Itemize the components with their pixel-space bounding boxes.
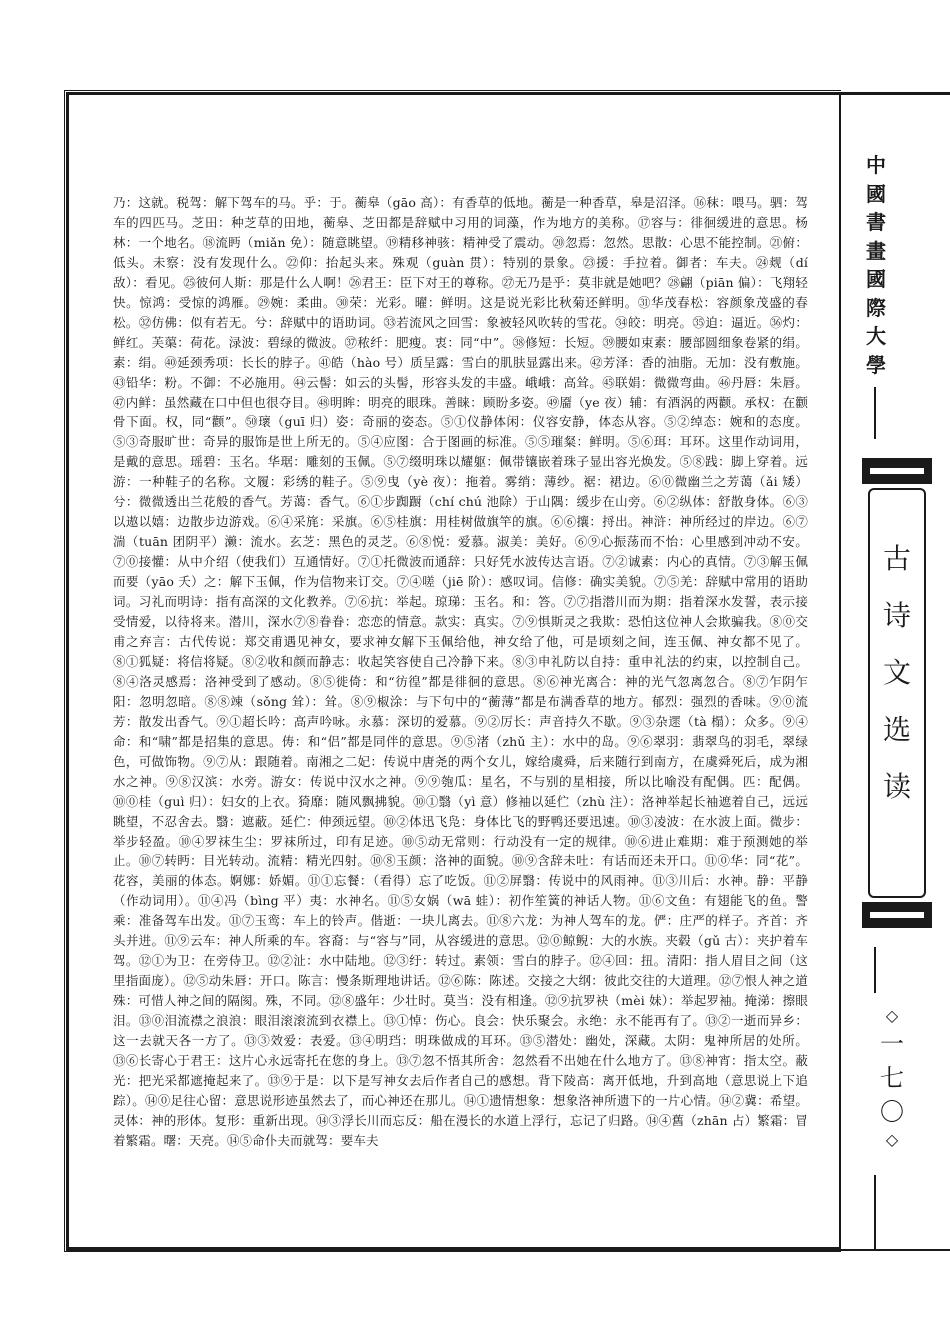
university-char: 學 xyxy=(866,352,886,377)
margin-rule-bottom xyxy=(874,1175,876,1249)
margin-rule-upper xyxy=(874,387,876,439)
book-title-panel xyxy=(862,458,932,928)
university-char: 書 xyxy=(866,210,886,234)
page-number-char: 一 xyxy=(880,1030,904,1058)
annotation-body-text: 乃：这就。税驾：解下驾车的马。乎：于。蘅皋（gāo 高）：有香草的低地。蘅是一种香草，皋是沼泽。⑯秣：喂马。驷：驾车的四匹马。芝田：种芝草的田地，蘅皋、芝田都是辞赋中习用的词藻，作为地方的美称。⑰容与：徘徊缓进的意思。杨林：一个地名。⑱流眄（miǎn 免）：随意眺望。⑲精移神骇：精神受了震动。⑳忽焉：忽然。思散：心思不能控制。㉑俯：低头。未察：没有发现什么。㉒仰：抬起头来。殊观（guàn 贯）：特别的景象。㉓援：手拉着。御者：车夫。㉔觌（dí 敌）：看见。㉕彼何人斯：那是什么人啊！㉖君王：臣下对王的尊称。㉗无乃是乎：莫非就是她吧？㉘翩（piān 偏）：飞翔轻快。惊鸿：受惊的鸿雁。㉙婉：柔曲。㉚荣：光彩。曜：鲜明。这是说光彩比秋菊还鲜明。㉛华茂春松：容颜象茂盛的春松。㉜仿佛：似有若无。兮：辞赋中的语助词。㉝若流风之回雪：象被轻风吹转的雪花。㉞皎：明亮。㉟迫：逼近。㊱灼：鲜红。芙蕖：荷花。渌波：碧绿的微波。㊲秾纤：肥瘦。衷：同“中”。㊳修短：长短。㊴腰如束素：腰部圆细象卷紧的绢。素：绢。㊵延颈秀项：长长的脖子。㊶皓（hào 号）质呈露：雪白的肌肤显露出来。㊷芳泽：香的油脂。无加：没有敷施。㊸铅华：粉。不御：不必施用。㊹云髻：如云的头髻，形容头发的丰盛。峨峨：高耸。㊺联娟：微微弯曲。㊻丹唇：朱唇。㊼内鲜：虽然藏在口中但也很夺目。㊽明眸：明亮的眼珠。善睐：顾盼多姿。㊾靥（ye 夜）辅：有酒涡的两颧。承权：在颧骨下面。权，同“颧”。㊿瓌（guī 归）姿：奇丽的姿态。⑤①仪静体闲：仪容安静，体态从容。⑤②绰态：婉和的态度。⑤③奇服旷世：奇异的服饰是世上所无的。⑤④应图：合于图画的标准。⑤⑤璀粲：鲜明。⑤⑥珥：耳环。这里作动词用，是戴的意思。瑶碧：玉名。华琚：雕刻的玉佩。⑤⑦缀明珠以耀躯：佩带镶嵌着珠子显出容光焕发。⑤⑧践：脚上穿着。远游：一种鞋子的名称。文履：彩绣的鞋子。⑤⑨曳（yè 夜）：拖着。雾绡：薄纱。裾：裙边。⑥⓪微幽兰之芳蔼（ǎi 矮）兮：微微透出兰花般的香气。芳蔼：香气。⑥①步踟蹰（chí chú 池除）于山隅：缓步在山旁。⑥②纵体：舒散身体。⑥③以遨以嬉：边散步边游戏。⑥④采旄：采旗。⑥⑤桂旗：用桂树做旗竿的旗。⑥⑥攘：捋出。神浒：神所经过的岸边。⑥⑦湍（tuān 团阴平）濑：流水。玄芝：黑色的灵芝。⑥⑧悦：爱慕。淑美：美好。⑥⑨心振荡而不怡：心里感到冲动不安。⑦⓪接懽：从中介绍（使我们）互通情好。⑦①托微波而通辞：只好凭水波传达言语。⑦②诚素：内心的真情。⑦③解玉佩而要（yāo 夭）之：解下玉佩，作为信物来订交。⑦④嗟（jiē 阶）：感叹词。信修：确实美貌。⑦⑤羌：辞赋中常用的语助词。习礼而明诗：指有高深的文化教养。⑦⑥抗：举起。琼珶：玉名。和：答。⑦⑦指潜川而为期：指着深水发誓，表示接受情爱，以待将来。潜川，深水⑦⑧眷眷：恋恋的情意。款实：真实。⑦⑨惧斯灵之我欺：恐怕这位神人会欺骗我。⑧⓪交甫之弃言：古代传说：郑交甫遇见神女，要求神女解下玉佩给他，神女给了他，可是顷刻之间，连玉佩、神女都不见了。⑧①狐疑：将信将疑。⑧②收和颜而静志：收起笑容使自己冷静下来。⑧③申礼防以自持：重申礼法的约束，以控制自己。⑧④洛灵感焉：洛神受到了感动。⑧⑤徙倚：和“彷徨”都是徘徊的意思。⑧⑥神光离合：神的光气忽离忽合。⑧⑦乍阴乍阳：忽明忽暗。⑧⑧竦（sǒng 耸）：耸。⑧⑨椒涂：与下句中的“蘅薄”都是布满香草的地方。郁烈：强烈的香味。⑨⓪流芳：散发出香气。⑨①超长吟：高声吟咏。永慕：深切的爱慕。⑨②厉长：声音持久不歇。⑨③杂遝（tà 榻）：众多。⑨④命：和“啸”都是招集的意思。俦：和“侣”都是同伴的意思。⑨⑤渚（zhǔ 主）：水中的岛。⑨⑥翠羽：翡翠鸟的羽毛，翠绿色，可做饰物。⑨⑦从：跟随着。南湘之二妃：传说中唐尧的两个女儿，嫁给虞舜，后来随行到南方，在虞舜死后，成为湘水之神。⑨⑧汉滨：水旁。游女：传说中汉水之神。⑨⑨匏瓜：星名，不与别的星相接，所以比喻没有配偶。匹：配偶。⑩⓪桂（guì 归）：妇女的上衣。猗靡：随风飘拂貌。⑩①翳（yì 意）修袖以延伫（zhù 注）：洛神举起长袖遮着自己，远远眺望，不忍舍去。翳：遮蔽。延伫：伸颈远望。⑩②体迅飞凫：身体比飞的野鸭还要迅速。⑩③凌波：在水波上面。微步：举步轻盈。⑩④罗袜生尘：罗袜所过，印有足迹。⑩⑤动无常则：行动没有一定的规律。⑩⑥进止难期：难于预测她的举止。⑩⑦转眄：目光转动。流精：精光四射。⑩⑧玉颜：洛神的面貌。⑩⑨含辞未吐：有话而还未开口。⑪⓪华：同“花”。花容，美丽的体态。婀娜：娇媚。⑪①忘餐：（看得）忘了吃饭。⑪②屏翳：传说中的风雨神。⑪③川后：水神。静：平静（作动词用）。⑪④冯（bìng 平）夷：水神名。⑪⑤女娲（wā 蛙）：初作笙簧的神话人物。⑪⑥文鱼：有翅能飞的鱼。警乘：准备驾车出发。⑪⑦玉鸾：车上的铃声。偕逝：一块儿离去。⑪⑧六龙：为神人驾车的龙。俨：庄严的样子。齐首：齐头并进。⑪⑨云车：神人所乘的车。容裔：与“容与”同，从容缓进的意思。⑫⓪鲸鲵：大的水族。夹毂（gǔ 古）：夹护着车驾。⑫①为卫：在旁侍卫。⑫②沚：水中陆地。⑫③纡：转过。素领：雪白的脖子。⑫④回：扭。清阳：指人眉目之间（这里指面庞）。⑫⑤动朱唇：开口。陈言：慢条斯理地讲话。⑫⑥陈：陈述。交接之大纲：彼此交往的大道理。⑫⑦恨人神之道殊：可惜人神之间的隔阂。殊，不同。⑫⑧盛年：少壮时。莫当：没有相逢。⑫⑨抗罗袂（mèi 妹）：举起罗袖。掩涕：擦眼泪。⑬⓪泪流襟之浪浪：眼泪滚滚流到衣襟上。⑬①悼：伤心。良会：快乐聚会。永绝：永不能再有了。⑬②一逝而异乡：这一去就天各一方了。⑬③效爱：表爱。⑬④明珰：明珠做成的耳环。⑬⑤潜处：幽处，深藏。太阴：鬼神所居的处所。⑬⑥长寄心于君王：这片心永远寄托在您的身上。⑬⑦忽不悟其所舍：忽然看不出她在什么地方了。⑬⑧神宵：指太空。蔽光：把光采都遮掩起来了。⑬⑨于是：以下是写神女去后作者自己的感想。背下陵高：离开低地，升到高地（意思说上下追踪）。⑭⓪足往心留：意思说形迹虽然去了，而心神还在那儿。⑭①遗情想象：想象洛神所遗下的一片心情。⑭②冀：希望。灵体：神的形体。复形：重新出现。⑭③浮长川而忘反：船在漫长的水道上浮行，忘记了归路。⑭④舊（zhān 占）繁霜：冒着繁霜。曙：天亮。⑭⑤命仆夫而就驾：要车夫 xyxy=(113,195,808,1148)
book-title xyxy=(870,530,924,815)
margin-rule-lower xyxy=(874,947,876,993)
spine-divider xyxy=(839,92,841,1250)
university-name xyxy=(864,151,888,379)
title-bar-top xyxy=(862,458,932,484)
diamond-mark: ◇ xyxy=(885,1130,899,1149)
university-char: 畫 xyxy=(866,238,886,263)
university-char: 中 xyxy=(866,153,886,177)
university-char: 國 xyxy=(866,181,886,206)
title-bar-bottom xyxy=(862,902,932,928)
book-title-char: 读 xyxy=(882,770,911,803)
diamond-mark: ◇ xyxy=(885,1006,899,1025)
page-number-char: 〇 xyxy=(880,1098,904,1126)
university-char: 國 xyxy=(866,267,886,291)
book-title-char: 文 xyxy=(882,656,911,689)
bottom-border-line xyxy=(66,1249,950,1251)
university-char: 際 xyxy=(866,295,886,320)
book-title-char: 古 xyxy=(882,542,911,575)
book-title-char: 诗 xyxy=(882,599,911,632)
book-title-char: 选 xyxy=(882,713,911,746)
title-bar-notch xyxy=(870,468,924,474)
university-char: 大 xyxy=(866,324,886,348)
page-number-char: 七 xyxy=(880,1064,904,1092)
title-frame xyxy=(868,488,926,898)
margin-column xyxy=(842,95,950,1249)
title-bar-notch xyxy=(870,912,924,918)
page-number xyxy=(862,1005,922,1151)
